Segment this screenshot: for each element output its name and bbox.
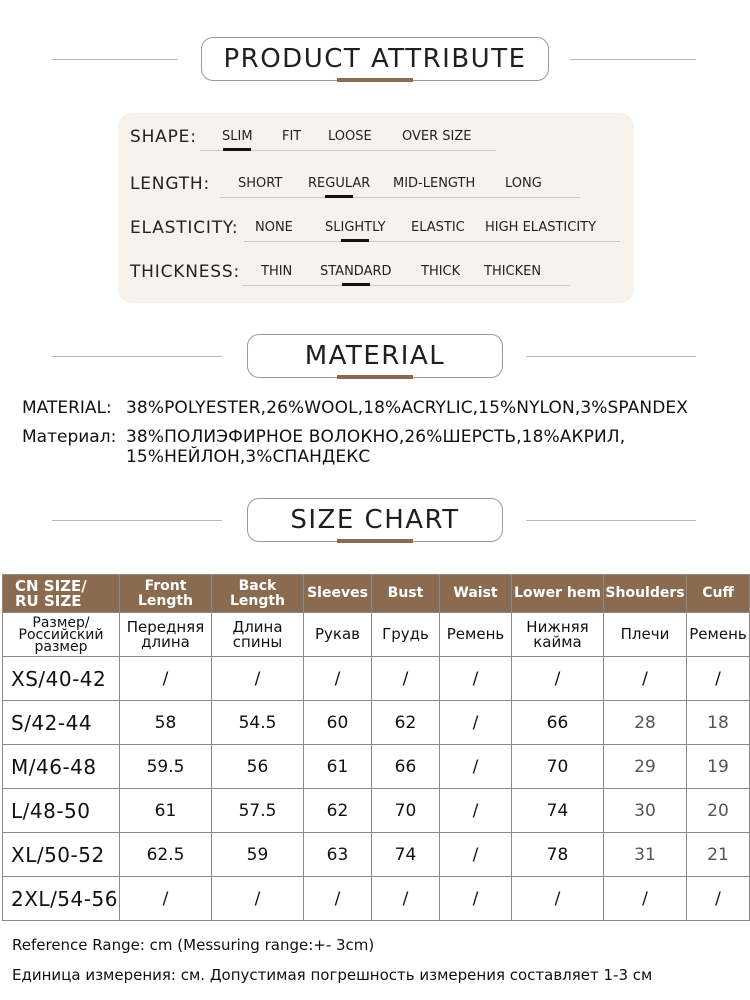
title-accent (337, 78, 413, 82)
attr-option-selected: REGULAR (308, 176, 371, 191)
table-cell: / (440, 701, 512, 745)
material-value-ru-line2: 15%НЕЙЛОН,3%СПАНДЕКС (126, 447, 371, 467)
table-cell: 56 (212, 745, 304, 789)
table-row (3, 657, 750, 701)
section-title: MATERIAL (247, 334, 503, 378)
attr-row-shape (118, 123, 634, 153)
table-cell: 74 (512, 789, 604, 833)
material-label-ru: Материал: (22, 427, 117, 447)
table-cell: 60 (304, 701, 372, 745)
attr-label: SHAPE: (130, 127, 197, 147)
table-header-en (3, 575, 750, 613)
table-row (3, 745, 750, 789)
title-accent (337, 375, 413, 379)
table-cell: 66 (372, 745, 440, 789)
attr-option-selected: SLIM (222, 129, 253, 144)
table-cell: / (212, 877, 304, 921)
table-cell: / (440, 833, 512, 877)
size-label-cell: XS/40-42 (3, 657, 120, 701)
divider-right (526, 356, 696, 357)
column-header: CN SIZE/ RU SIZE (3, 575, 120, 613)
table-cell: 59 (212, 833, 304, 877)
product-attribute-header (0, 37, 750, 83)
table-cell: 70 (372, 789, 440, 833)
table-cell: 58 (120, 701, 212, 745)
table-cell: / (440, 745, 512, 789)
table-cell: 66 (512, 701, 604, 745)
attr-option: THICKEN (484, 264, 542, 279)
table-cell: / (440, 657, 512, 701)
material-value-en: 38%POLYESTER,26%WOOL,18%ACRYLIC,15%NYLON,3%SPANDEX (126, 398, 688, 418)
column-header-ru: Длина спины (212, 613, 304, 657)
attr-option: SHORT (238, 176, 283, 191)
attr-option: LOOSE (328, 129, 372, 144)
table-cell: 28 (604, 701, 687, 745)
table-cell: / (440, 789, 512, 833)
table-cell: / (440, 877, 512, 921)
attr-option-selected: STANDARD (320, 264, 392, 279)
column-header-ru: Передняя длина (120, 613, 212, 657)
column-header-ru: Нижняя кайма (512, 613, 604, 657)
table-cell: / (212, 657, 304, 701)
table-cell: 62 (372, 701, 440, 745)
table-cell: / (120, 877, 212, 921)
attr-option: MID-LENGTH (393, 176, 476, 191)
column-header: Waist (440, 575, 512, 613)
column-header-ru: Рукав (304, 613, 372, 657)
table-cell: 31 (604, 833, 687, 877)
column-header-ru: Грудь (372, 613, 440, 657)
table-cell: 57.5 (212, 789, 304, 833)
divider-left (52, 520, 222, 521)
attr-label: ELASTICITY: (130, 218, 239, 238)
section-title: PRODUCT ATTRIBUTE (201, 37, 549, 81)
attr-option: FIT (282, 129, 302, 144)
attr-option: THICK (421, 264, 461, 279)
attr-underline (220, 197, 580, 198)
divider-right (570, 59, 696, 60)
table-cell: / (512, 657, 604, 701)
attr-row-elasticity (118, 214, 634, 244)
table-cell: 19 (687, 745, 750, 789)
size-chart-header (0, 498, 750, 544)
table-cell: 62 (304, 789, 372, 833)
table-cell: 61 (120, 789, 212, 833)
table-cell: 62.5 (120, 833, 212, 877)
table-cell: 29 (604, 745, 687, 789)
table-cell: / (372, 657, 440, 701)
material-label-en: MATERIAL: (22, 398, 112, 418)
attr-row-length (118, 170, 634, 200)
table-cell: / (687, 877, 750, 921)
attr-option: THIN (261, 264, 293, 279)
table-row (3, 877, 750, 921)
table-cell: 54.5 (212, 701, 304, 745)
table-cell: 21 (687, 833, 750, 877)
table-header-ru (3, 613, 750, 657)
table-cell: / (687, 657, 750, 701)
table-cell: / (604, 657, 687, 701)
attr-label: LENGTH: (130, 174, 210, 194)
divider-right (526, 520, 696, 521)
size-label-cell: 2XL/54-56 (3, 877, 120, 921)
table-cell: / (304, 877, 372, 921)
material-header (0, 334, 750, 380)
column-header: Sleeves (304, 575, 372, 613)
table-cell: 59.5 (120, 745, 212, 789)
table-cell: 74 (372, 833, 440, 877)
attr-option: OVER SIZE (402, 129, 472, 144)
material-value-ru-line1: 38%ПОЛИЭФИРНОЕ ВОЛОКНО,26%ШЕРСТЬ,18%АКРИЛ, (126, 427, 626, 447)
table-cell: 18 (687, 701, 750, 745)
reference-note-ru: Единица измерения: см. Допустимая погрешность измерения составляет 1-3 см (12, 966, 653, 984)
column-header: Front Length (120, 575, 212, 613)
column-header-ru: Ремень (687, 613, 750, 657)
table-cell: 20 (687, 789, 750, 833)
table-row (3, 833, 750, 877)
column-header-ru: Плечи (604, 613, 687, 657)
attr-option: HIGH ELASTICITY (485, 220, 597, 235)
table-cell: / (604, 877, 687, 921)
column-header: Lower hem (512, 575, 604, 613)
column-header-ru: Ремень (440, 613, 512, 657)
table-cell: / (304, 657, 372, 701)
divider-left (52, 59, 178, 60)
size-label-cell: L/48-50 (3, 789, 120, 833)
attr-option: LONG (505, 176, 542, 191)
attr-underline (242, 285, 570, 286)
table-cell: 78 (512, 833, 604, 877)
table-cell: 30 (604, 789, 687, 833)
table-cell: 61 (304, 745, 372, 789)
table-cell: 70 (512, 745, 604, 789)
attr-option-selected: SLIGHTLY (325, 220, 386, 235)
table-row (3, 701, 750, 745)
column-header: Back Length (212, 575, 304, 613)
title-accent (337, 539, 413, 543)
column-header: Bust (372, 575, 440, 613)
section-title: SIZE CHART (247, 498, 503, 542)
column-header: Cuff (687, 575, 750, 613)
attribute-panel (118, 113, 634, 303)
column-header: Shoulders (604, 575, 687, 613)
attr-underline (244, 241, 620, 242)
size-chart-table (2, 574, 750, 921)
size-label-cell: S/42-44 (3, 701, 120, 745)
table-cell: / (512, 877, 604, 921)
column-header-ru: Размер/ Российский размер (3, 613, 120, 657)
size-label-cell: XL/50-52 (3, 833, 120, 877)
table-cell: 63 (304, 833, 372, 877)
table-cell: / (120, 657, 212, 701)
divider-left (52, 356, 222, 357)
attr-option: NONE (255, 220, 293, 235)
size-label-cell: M/46-48 (3, 745, 120, 789)
table-cell: / (372, 877, 440, 921)
table-row (3, 789, 750, 833)
attr-label: THICKNESS: (130, 262, 240, 282)
reference-note-en: Reference Range: cm (Messuring range:+- 3cm) (12, 936, 375, 954)
attr-option: ELASTIC (411, 220, 465, 235)
attr-row-thickness (118, 258, 634, 288)
